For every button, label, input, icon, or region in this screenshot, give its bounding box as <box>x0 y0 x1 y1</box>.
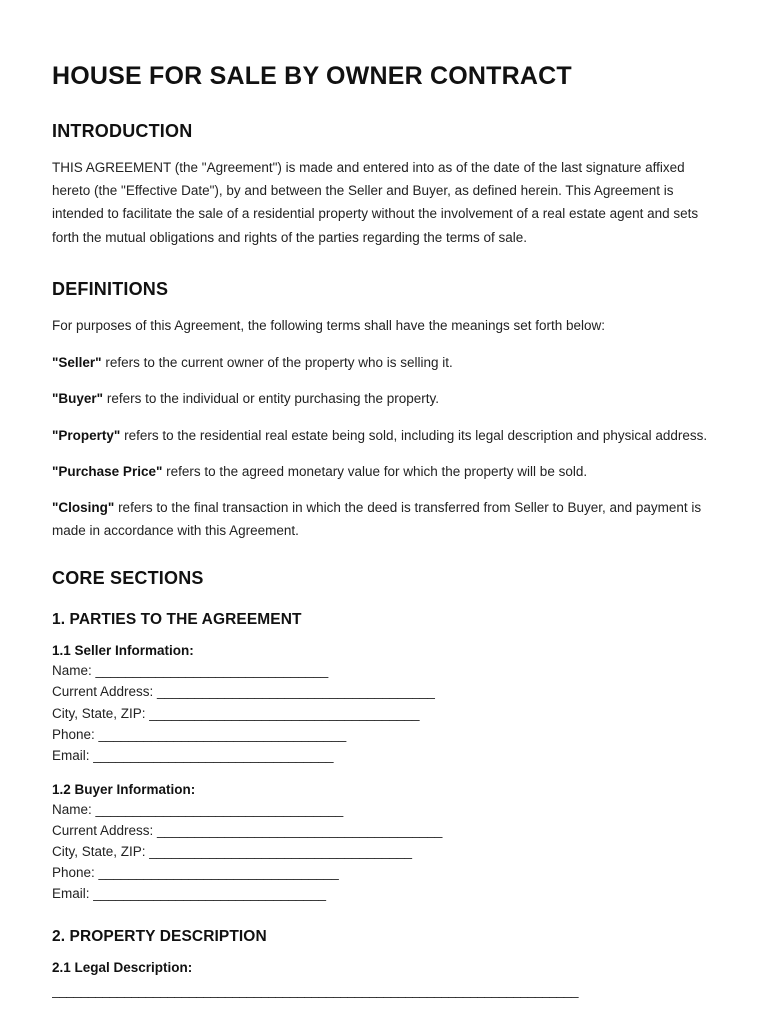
section-1-heading: 1. PARTIES TO THE AGREEMENT <box>52 611 302 629</box>
legal-description-blank[interactable]: _________________________________________________________________________ <box>52 982 579 998</box>
buyer-fields <box>52 799 718 904</box>
definitions-heading: DEFINITIONS <box>52 278 169 299</box>
definitions-section <box>52 279 718 543</box>
definition-item <box>52 496 718 542</box>
seller-information-block <box>52 643 718 765</box>
seller-phone-field[interactable]: Phone: _________________________________ <box>52 726 347 742</box>
definition-text: refers to the current owner of the property who is selling it. <box>101 355 453 371</box>
definition-text: refers to the residential real estate being sold, including its legal description and physical address. <box>120 427 708 443</box>
definition-term: "Property" <box>52 427 121 443</box>
introduction-paragraph: THIS AGREEMENT (the "Agreement") is made and entered into as of the date of the last signature affixed hereto (the "Effective Date"), by and between the Seller and Buyer, as defined herein. This Agreement is intended to facilitate the sale of a residential property without the involvement of a real estate agent and sets forth the mutual obligations and rights of the parties regarding the terms of sale. <box>52 160 699 245</box>
core-sections-heading: CORE SECTIONS <box>52 568 204 589</box>
buyer-information-block <box>52 782 718 904</box>
definition-term: "Purchase Price" <box>52 463 163 479</box>
definition-term: "Closing" <box>52 499 115 515</box>
seller-city-state-zip-field[interactable]: City, State, ZIP: ____________________________________ <box>52 705 420 721</box>
buyer-information-heading: 1.2 Buyer Information: <box>52 781 196 797</box>
seller-information-heading: 1.1 Seller Information: <box>52 643 194 659</box>
legal-description-block <box>52 960 718 1001</box>
definition-item <box>52 460 718 483</box>
seller-fields <box>52 660 718 765</box>
definition-item <box>52 424 718 447</box>
definition-term: "Buyer" <box>52 391 104 407</box>
definition-item <box>52 387 718 410</box>
definition-text: refers to the individual or entity purchasing the property. <box>103 391 440 407</box>
section-2-heading: 2. PROPERTY DESCRIPTION <box>52 927 267 945</box>
buyer-city-state-zip-field[interactable]: City, State, ZIP: ___________________________________ <box>52 843 413 859</box>
definition-text: refers to the final transaction in which the deed is transferred from Seller to Buyer, and payment is made in accordance with this Agreement. <box>52 499 702 539</box>
seller-email-field[interactable]: Email: ________________________________ <box>52 747 334 763</box>
buyer-address-field[interactable]: Current Address: ______________________________________ <box>52 822 443 838</box>
legal-description-heading: 2.1 Legal Description: <box>52 959 193 975</box>
introduction-heading: INTRODUCTION <box>52 121 193 141</box>
buyer-name-field[interactable]: Name: _________________________________ <box>52 801 344 817</box>
seller-address-field[interactable]: Current Address: _____________________________________ <box>52 684 435 700</box>
seller-name-field[interactable]: Name: _______________________________ <box>52 663 329 679</box>
definition-term: "Seller" <box>52 355 102 371</box>
buyer-phone-field[interactable]: Phone: ________________________________ <box>52 864 339 880</box>
definition-item <box>52 351 718 374</box>
core-sections <box>52 568 718 1001</box>
introduction-section <box>52 121 718 249</box>
definition-text: refers to the agreed monetary value for which the property will be sold. <box>162 463 588 479</box>
buyer-email-field[interactable]: Email: _______________________________ <box>52 885 327 901</box>
page-title: HOUSE FOR SALE BY OWNER CONTRACT <box>52 62 572 90</box>
definitions-intro: For purposes of this Agreement, the following terms shall have the meanings set forth below: <box>52 317 606 333</box>
